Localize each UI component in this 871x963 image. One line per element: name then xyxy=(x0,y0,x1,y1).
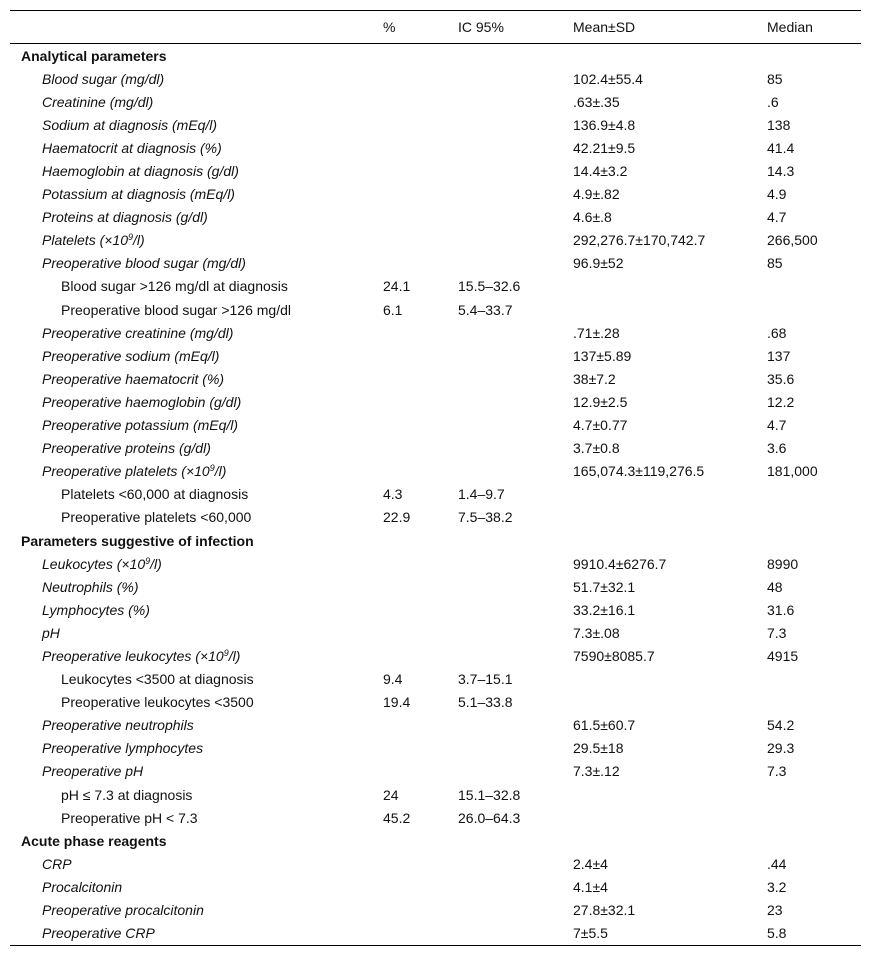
label-text: Preoperative blood sugar >126 mg/dl xyxy=(61,301,291,318)
mean-sd-cell: 61.5±60.7 xyxy=(573,717,636,734)
table-row xyxy=(10,298,861,321)
label-text: Blood sugar (mg/dl) xyxy=(42,70,165,87)
label-text: Preoperative CRP xyxy=(42,925,155,942)
ci-cell xyxy=(458,321,573,344)
table-row xyxy=(10,737,861,760)
ci-cell xyxy=(458,852,573,875)
table-row xyxy=(10,113,861,136)
ci-cell xyxy=(458,183,573,206)
mean-sd-cell: 42.21±9.5 xyxy=(573,139,636,156)
parameter-label xyxy=(10,252,383,275)
percent-cell xyxy=(383,414,458,437)
label-suffix: /l) xyxy=(133,232,145,249)
percent-cell xyxy=(383,922,458,946)
label-text: Preoperative leukocytes (×10 xyxy=(42,647,224,664)
median-cell: 137 xyxy=(767,347,791,364)
parameter-label xyxy=(10,668,383,691)
section-row xyxy=(10,529,861,552)
percent-cell xyxy=(383,575,458,598)
mean-sd-cell: 7±5.5 xyxy=(573,925,608,942)
percent-cell xyxy=(383,621,458,644)
label-text: Analytical parameters xyxy=(21,47,167,64)
label-text: Parameters suggestive of infection xyxy=(21,532,254,549)
percent-cell xyxy=(383,852,458,875)
mean-sd-cell: 3.7±0.8 xyxy=(573,440,620,457)
ci-cell: 5.1–33.8 xyxy=(458,694,513,711)
ci-cell: 26.0–64.3 xyxy=(458,809,521,826)
ci-cell xyxy=(458,737,573,760)
table-body xyxy=(10,44,861,946)
label-text: Preoperative potassium (mEq/l) xyxy=(42,417,239,434)
section-row xyxy=(10,829,861,852)
parameter-label xyxy=(10,390,383,413)
ci-cell xyxy=(458,390,573,413)
percent-cell xyxy=(383,598,458,621)
label-superscript: 9 xyxy=(223,647,229,658)
table-row xyxy=(10,67,861,90)
parameter-label xyxy=(10,621,383,644)
percent-cell: 9.4 xyxy=(383,671,403,688)
mean-sd-cell: 29.5±18 xyxy=(573,740,624,757)
mean-sd-cell: .63±.35 xyxy=(573,93,620,110)
parameter-label xyxy=(10,898,383,921)
section-row xyxy=(10,44,861,68)
ci-cell xyxy=(458,644,573,667)
label-suffix: /l) xyxy=(150,555,162,572)
parameter-label xyxy=(10,414,383,437)
ci-cell: 7.5–38.2 xyxy=(458,509,513,526)
ci-cell xyxy=(458,437,573,460)
parameter-label xyxy=(10,644,383,667)
label-text: Preoperative blood sugar (mg/dl) xyxy=(42,255,246,272)
table-row xyxy=(10,390,861,413)
parameter-label xyxy=(10,483,383,506)
median-cell: 29.3 xyxy=(767,740,795,757)
label-superscript: 9 xyxy=(145,555,151,566)
percent-cell xyxy=(383,875,458,898)
label-text: Acute phase reagents xyxy=(21,832,167,849)
label-text: Haemoglobin at diagnosis (g/dl) xyxy=(42,163,239,180)
ci-cell xyxy=(458,714,573,737)
table-row xyxy=(10,206,861,229)
parameter-label xyxy=(10,298,383,321)
ci-cell: 15.5–32.6 xyxy=(458,278,521,295)
mean-sd-cell: 96.9±52 xyxy=(573,255,624,272)
mean-sd-cell: 4.9±.82 xyxy=(573,186,620,203)
percent-cell xyxy=(383,90,458,113)
mean-sd-cell: 136.9±4.8 xyxy=(573,116,636,133)
percent-cell xyxy=(383,714,458,737)
parameter-label xyxy=(10,737,383,760)
mean-sd-cell: 4.7±0.77 xyxy=(573,417,628,434)
ci-cell xyxy=(458,229,573,252)
label-text: Haematocrit at diagnosis (%) xyxy=(42,139,222,156)
table-row xyxy=(10,367,861,390)
table-row xyxy=(10,252,861,275)
table-row xyxy=(10,898,861,921)
median-cell xyxy=(767,668,861,691)
parameter-label xyxy=(10,275,383,298)
ci-cell xyxy=(458,575,573,598)
median-cell: 4.7 xyxy=(767,417,787,434)
median-cell: 12.2 xyxy=(767,393,795,410)
label-text: Preoperative leukocytes <3500 xyxy=(61,694,254,711)
mean-sd-cell: 7.3±.12 xyxy=(573,763,620,780)
ci-cell xyxy=(458,159,573,182)
table-row xyxy=(10,460,861,483)
table-row xyxy=(10,621,861,644)
label-text: Preoperative pH xyxy=(42,763,144,780)
median-cell: .6 xyxy=(767,93,779,110)
percent-cell xyxy=(383,367,458,390)
median-cell: 85 xyxy=(767,70,783,87)
median-cell: 85 xyxy=(767,255,783,272)
ci-cell xyxy=(458,598,573,621)
mean-sd-cell xyxy=(573,506,767,529)
median-cell xyxy=(767,506,861,529)
ci-cell xyxy=(458,460,573,483)
percent-cell xyxy=(383,552,458,575)
section-heading xyxy=(10,829,861,852)
median-cell: 8990 xyxy=(767,555,799,572)
ci-cell: 1.4–9.7 xyxy=(458,486,505,503)
table-row xyxy=(10,691,861,714)
median-cell xyxy=(767,691,861,714)
mean-sd-cell: 27.8±32.1 xyxy=(573,902,636,919)
median-cell xyxy=(767,783,861,806)
ci-cell: 15.1–32.8 xyxy=(458,786,521,803)
mean-sd-cell: .71±.28 xyxy=(573,324,620,341)
label-text: Neutrophils (%) xyxy=(42,578,139,595)
parameter-label xyxy=(10,783,383,806)
label-text: Preoperative sodium (mEq/l) xyxy=(42,347,220,364)
table-row xyxy=(10,414,861,437)
mean-sd-cell xyxy=(573,668,767,691)
parameter-label xyxy=(10,183,383,206)
table-row xyxy=(10,437,861,460)
percent-cell xyxy=(383,206,458,229)
header-median: Median xyxy=(767,19,813,35)
median-cell: 4915 xyxy=(767,647,799,664)
median-cell: 48 xyxy=(767,578,783,595)
parameter-label xyxy=(10,136,383,159)
percent-cell xyxy=(383,460,458,483)
percent-cell: 24.1 xyxy=(383,278,411,295)
table-row xyxy=(10,922,861,946)
label-text: Preoperative haemoglobin (g/dl) xyxy=(42,393,242,410)
parameter-label xyxy=(10,598,383,621)
median-cell: 7.3 xyxy=(767,624,787,641)
table-row xyxy=(10,714,861,737)
parameter-label xyxy=(10,575,383,598)
mean-sd-cell xyxy=(573,483,767,506)
percent-cell xyxy=(383,67,458,90)
label-text: Preoperative platelets (×10 xyxy=(42,463,210,480)
label-text: Preoperative platelets <60,000 xyxy=(61,509,252,526)
percent-cell: 19.4 xyxy=(383,694,411,711)
label-suffix: /l) xyxy=(214,463,227,480)
label-suffix: /l) xyxy=(228,647,241,664)
ci-cell xyxy=(458,552,573,575)
percent-cell xyxy=(383,136,458,159)
ci-cell xyxy=(458,898,573,921)
ci-cell: 5.4–33.7 xyxy=(458,301,513,318)
median-cell xyxy=(767,483,861,506)
label-text: Proteins at diagnosis (g/dl) xyxy=(42,209,208,226)
parameter-label xyxy=(10,113,383,136)
median-cell: 7.3 xyxy=(767,763,787,780)
median-cell: 5.8 xyxy=(767,925,787,942)
percent-cell xyxy=(383,183,458,206)
label-text: Creatinine (mg/dl) xyxy=(42,93,154,110)
label-text: Preoperative creatinine (mg/dl) xyxy=(42,324,234,341)
parameter-label xyxy=(10,760,383,783)
label-text: Leukocytes (×10 xyxy=(42,555,146,572)
median-cell: 3.2 xyxy=(767,878,787,895)
table-row xyxy=(10,321,861,344)
table-row xyxy=(10,483,861,506)
ci-cell xyxy=(458,621,573,644)
parameter-label xyxy=(10,229,383,252)
label-text: Preoperative proteins (g/dl) xyxy=(42,440,211,457)
mean-sd-cell: 165,074.3±119,276.5 xyxy=(573,463,705,480)
mean-sd-cell xyxy=(573,806,767,829)
mean-sd-cell: 4.6±.8 xyxy=(573,209,612,226)
header-ci: IC 95% xyxy=(458,19,504,35)
header-parameter xyxy=(10,11,383,44)
table-row xyxy=(10,598,861,621)
mean-sd-cell: 9910.4±6276.7 xyxy=(573,555,667,572)
label-text: Preoperative lymphocytes xyxy=(42,740,204,757)
median-cell: 4.9 xyxy=(767,186,787,203)
label-superscript: 9 xyxy=(128,232,134,243)
parameter-label xyxy=(10,90,383,113)
percent-cell xyxy=(383,113,458,136)
parameter-label xyxy=(10,552,383,575)
parameter-label xyxy=(10,506,383,529)
header-percent: % xyxy=(383,19,396,35)
percent-cell xyxy=(383,437,458,460)
mean-sd-cell: 7.3±.08 xyxy=(573,624,620,641)
table-row xyxy=(10,90,861,113)
percent-cell: 4.3 xyxy=(383,486,403,503)
label-text: Preoperative pH < 7.3 xyxy=(61,809,198,826)
parameter-label xyxy=(10,344,383,367)
ci-cell xyxy=(458,367,573,390)
table-row xyxy=(10,344,861,367)
ci-cell xyxy=(458,113,573,136)
label-text: Sodium at diagnosis (mEq/l) xyxy=(42,116,218,133)
median-cell: 41.4 xyxy=(767,139,795,156)
median-cell: 138 xyxy=(767,116,791,133)
parameter-label xyxy=(10,367,383,390)
mean-sd-cell: 51.7±32.1 xyxy=(573,578,636,595)
ci-cell xyxy=(458,136,573,159)
parameter-label xyxy=(10,922,383,946)
label-text: Preoperative neutrophils xyxy=(42,717,194,734)
table-row xyxy=(10,159,861,182)
table-row xyxy=(10,760,861,783)
parameter-label xyxy=(10,67,383,90)
table-row xyxy=(10,229,861,252)
mean-sd-cell xyxy=(573,783,767,806)
median-cell xyxy=(767,275,861,298)
parameter-label xyxy=(10,806,383,829)
label-superscript: 9 xyxy=(209,463,215,474)
section-heading xyxy=(10,529,861,552)
ci-cell xyxy=(458,875,573,898)
ci-cell xyxy=(458,414,573,437)
ci-cell xyxy=(458,67,573,90)
parameter-label xyxy=(10,460,383,483)
percent-cell xyxy=(383,737,458,760)
median-cell: 3.6 xyxy=(767,440,787,457)
percent-cell xyxy=(383,390,458,413)
percent-cell xyxy=(383,344,458,367)
mean-sd-cell: 38±7.2 xyxy=(573,370,616,387)
mean-sd-cell: 4.1±4 xyxy=(573,878,608,895)
median-cell xyxy=(767,806,861,829)
label-text: CRP xyxy=(42,855,72,872)
ci-cell xyxy=(458,252,573,275)
section-heading xyxy=(10,44,861,68)
percent-cell: 24 xyxy=(383,786,399,803)
mean-sd-cell: 2.4±4 xyxy=(573,855,608,872)
ci-cell: 3.7–15.1 xyxy=(458,671,513,688)
table-row xyxy=(10,668,861,691)
median-cell: 266,500 xyxy=(767,232,818,249)
percent-cell xyxy=(383,159,458,182)
label-text: Leukocytes <3500 at diagnosis xyxy=(61,671,254,688)
mean-sd-cell: 7590±8085.7 xyxy=(573,647,655,664)
median-cell: 4.7 xyxy=(767,209,787,226)
ci-cell xyxy=(458,922,573,946)
parameter-label xyxy=(10,437,383,460)
label-text: Lymphocytes (%) xyxy=(42,601,150,618)
table-row xyxy=(10,506,861,529)
percent-cell: 22.9 xyxy=(383,509,411,526)
percent-cell xyxy=(383,760,458,783)
label-text: Preoperative haematocrit (%) xyxy=(42,370,225,387)
label-text: pH ≤ 7.3 at diagnosis xyxy=(61,786,193,803)
ci-cell xyxy=(458,206,573,229)
mean-sd-cell xyxy=(573,691,767,714)
parameter-label xyxy=(10,714,383,737)
percent-cell xyxy=(383,644,458,667)
label-text: Platelets (×10 xyxy=(42,232,128,249)
label-text: Platelets <60,000 at diagnosis xyxy=(61,486,249,503)
label-text: Preoperative procalcitonin xyxy=(42,902,204,919)
ci-cell xyxy=(458,344,573,367)
mean-sd-cell: 292,276.7±170,742.7 xyxy=(573,232,706,249)
parameter-label xyxy=(10,159,383,182)
percent-cell xyxy=(383,898,458,921)
percent-cell xyxy=(383,229,458,252)
table-row xyxy=(10,806,861,829)
table-row xyxy=(10,644,861,667)
parameter-label xyxy=(10,206,383,229)
percent-cell: 45.2 xyxy=(383,809,411,826)
median-cell: 31.6 xyxy=(767,601,795,618)
mean-sd-cell: 137±5.89 xyxy=(573,347,632,364)
mean-sd-cell xyxy=(573,275,767,298)
table-header-row xyxy=(10,11,861,44)
mean-sd-cell: 102.4±55.4 xyxy=(573,70,643,87)
parameter-label xyxy=(10,691,383,714)
table-row xyxy=(10,136,861,159)
results-table-container xyxy=(10,10,861,946)
mean-sd-cell: 12.9±2.5 xyxy=(573,393,628,410)
table-row xyxy=(10,783,861,806)
median-cell: 54.2 xyxy=(767,717,795,734)
label-text: Blood sugar >126 mg/dl at diagnosis xyxy=(61,278,288,295)
parameter-label xyxy=(10,875,383,898)
percent-cell xyxy=(383,321,458,344)
median-cell: 181,000 xyxy=(767,463,818,480)
mean-sd-cell: 33.2±16.1 xyxy=(573,601,636,618)
percent-cell: 6.1 xyxy=(383,301,403,318)
table-row xyxy=(10,275,861,298)
median-cell xyxy=(767,298,861,321)
parameter-label xyxy=(10,852,383,875)
mean-sd-cell: 14.4±3.2 xyxy=(573,163,628,180)
parameter-label xyxy=(10,321,383,344)
table-row xyxy=(10,183,861,206)
ci-cell xyxy=(458,760,573,783)
mean-sd-cell xyxy=(573,298,767,321)
label-text: pH xyxy=(42,624,60,641)
label-text: Procalcitonin xyxy=(42,878,123,895)
table-row xyxy=(10,552,861,575)
table-row xyxy=(10,875,861,898)
results-table xyxy=(10,10,861,946)
median-cell: .44 xyxy=(767,855,787,872)
table-row xyxy=(10,575,861,598)
header-mean-sd: Mean±SD xyxy=(573,19,636,35)
percent-cell xyxy=(383,252,458,275)
label-text: Potassium at diagnosis (mEq/l) xyxy=(42,186,235,203)
table-row xyxy=(10,852,861,875)
median-cell: 23 xyxy=(767,902,783,919)
median-cell: 35.6 xyxy=(767,370,795,387)
median-cell: 14.3 xyxy=(767,163,795,180)
median-cell: .68 xyxy=(767,324,787,341)
ci-cell xyxy=(458,90,573,113)
